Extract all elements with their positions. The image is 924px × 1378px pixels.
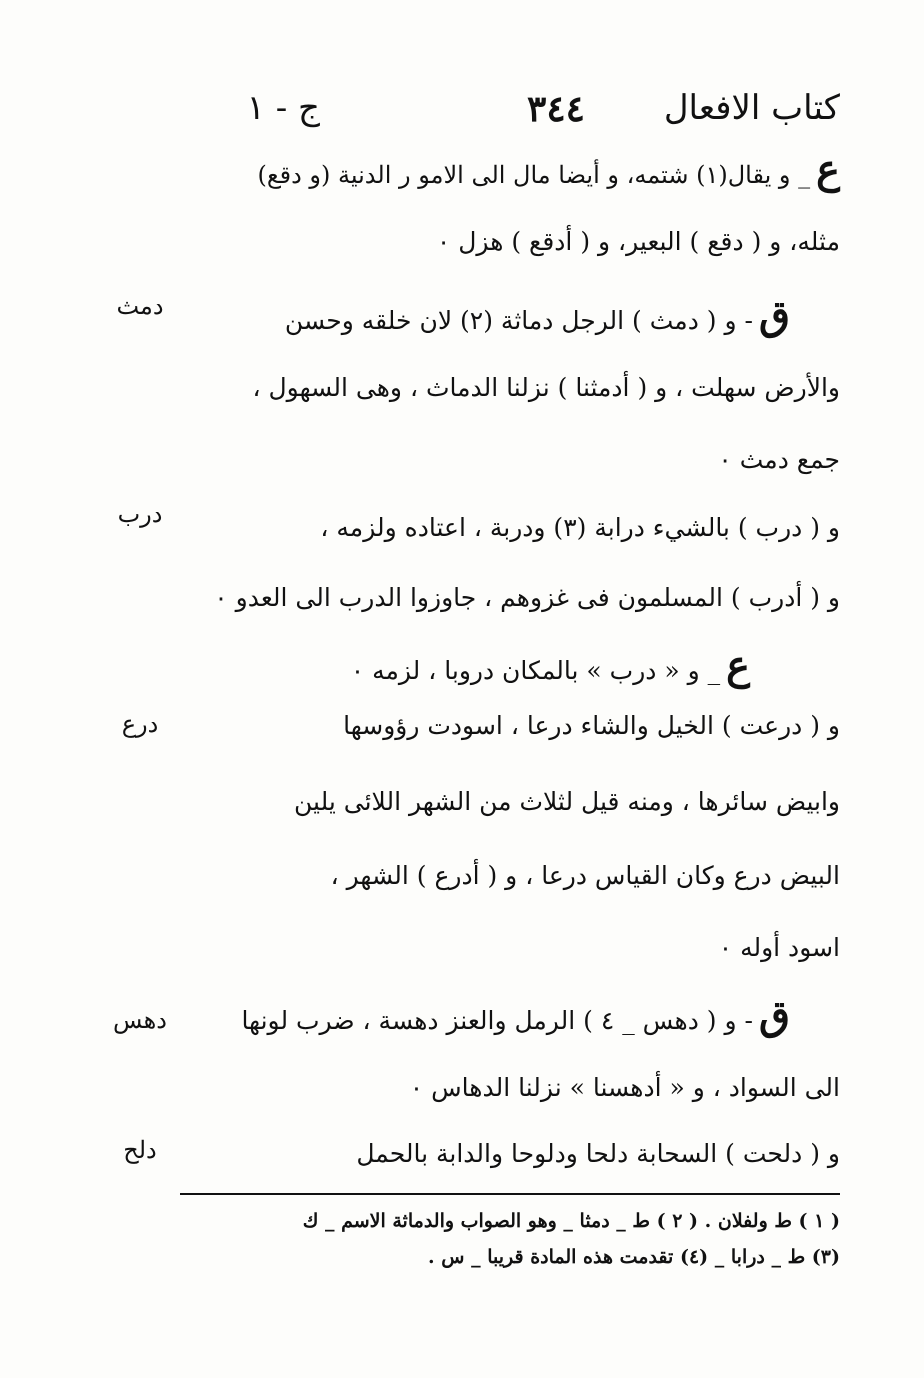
line-text: وابيض سائرها ، ومنه قيل لثلاث من الشهر اللائى يلين [294, 787, 840, 816]
margin-keyword: دلح [123, 1136, 157, 1164]
line-text: - و ( دهس _ ٤ ) الرمل والعنز دهسة ، ضرب لونها [241, 1006, 753, 1035]
line-text: البيض درع وكان القياس درعا ، و ( أدرع ) الشهر ، [330, 861, 840, 890]
text-line [252, 368, 840, 408]
page-header [180, 88, 840, 148]
margin-keyword: درب [117, 500, 163, 528]
book-title: كتاب الافعال [663, 88, 840, 128]
line-text: - و ( دمث ) الرجل دماثة (٢) لان خلقه وحسن [284, 306, 753, 335]
line-text: مثله، و ( دقع ) البعير، و ( أدقع ) هزل ٠ [436, 227, 840, 256]
text-line [343, 706, 840, 746]
line-text: _ و « درب » بالمكان دروبا ، لزمه ٠ [350, 656, 721, 685]
margin-keyword: دهس [113, 1006, 167, 1034]
section-letter: ق [758, 292, 790, 339]
line-text: اسود أوله ٠ [718, 933, 840, 962]
line-text: و ( أدرب ) المسلمون فى غزوهم ، جاوزوا الدرب الى العدو ٠ [214, 583, 840, 612]
text-line [356, 1134, 840, 1174]
text-line [410, 1068, 840, 1108]
text-line [350, 642, 750, 691]
footnote-line: (٣) ط _ درابا _ (٤) تقدمت هذه المادة قريبا _ س . [428, 1246, 840, 1268]
section-letter: ق [758, 992, 790, 1039]
text-line [331, 856, 840, 896]
text-line [284, 292, 790, 341]
text-line [718, 440, 840, 480]
text-line [294, 782, 840, 822]
page-number: ٣٤٤ [526, 88, 585, 130]
text-line [214, 578, 840, 618]
line-text: و ( درعت ) الخيل والشاء درعا ، اسودت رؤوسها [343, 711, 840, 740]
footnote-line: ( ١ ) ط ولفلان . ( ٢ ) ط _ دمثا _ وهو الصواب والدماثة الاسم _ ك [302, 1210, 840, 1232]
text-line [320, 508, 840, 548]
line-text: و ( دلحت ) السحابة دلحا ودلوحا والدابة بالحمل [356, 1139, 840, 1168]
text-line [719, 928, 840, 968]
line-text: _ و يقال(١) شتمه، و أيضا مال الى الامو ر الدنية (و دقع) [257, 161, 811, 189]
text-line [257, 146, 840, 195]
text-line [241, 992, 790, 1041]
footnotes [195, 1203, 840, 1275]
section-letter: ع [726, 642, 750, 689]
margin-keyword: دمث [116, 292, 164, 320]
line-text: والأرض سهلت ، و ( أدمثنا ) نزلنا الدماث ، وهى السهول ، [252, 373, 840, 402]
line-text: و ( درب ) بالشيء درابة (٣) ودربة ، اعتاده ولزمه ، [320, 513, 840, 542]
text-line [437, 222, 840, 262]
line-text: جمع دمث ٠ [718, 445, 840, 474]
section-letter: ع [816, 146, 840, 193]
margin-keyword: درع [121, 710, 159, 738]
line-text: الى السواد ، و « أدهسنا » نزلنا الدهاس ٠ [409, 1073, 840, 1102]
volume-label: ج - ١ [246, 88, 320, 128]
footnote-divider [180, 1193, 840, 1195]
